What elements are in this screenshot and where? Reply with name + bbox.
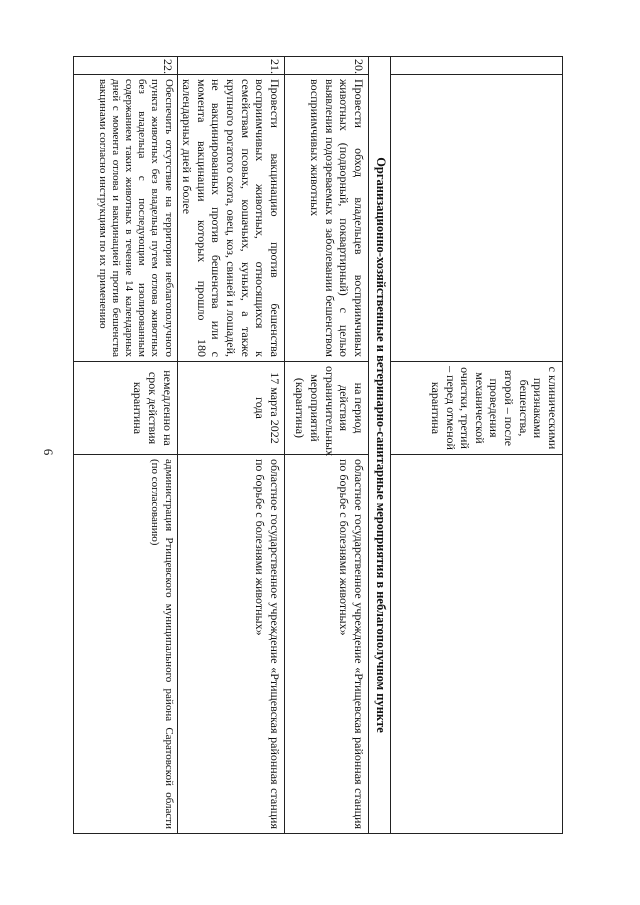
date-cell: с клиническими признаками бешенства, второй – после проведения механической очистки, третий – перед отменой карантина [391,362,563,455]
table-row [285,57,369,834]
date-text: на период действия ограничительных мероприятий (карантина) [285,362,369,455]
responsible-text: администрация Ртищевского муниципального района Саратовской области (по согласованию) [73,455,177,834]
action-text: Провести обход владельцев восприимчивых животных (подворный, поквартирный) с целью выявления подозреваемых в заболевании бешенством восприимчивых животных [285,75,369,362]
table-row [73,57,177,834]
date-text: немедленно на срок действия карантина [73,362,177,455]
action-text: Провести вакцинацию против бешенства восприимчивых животных, относящихся к семействам псовых, кошачьих, куньих, а также крупного рогатого скота, овец, коз, свиней и лошадей, не вакцинированных против бешенства или с момента вакцинации которых прошло 180 календарных дней и более [177,75,284,362]
row-number: 22. [73,57,177,75]
measures-table [73,56,563,834]
action-cell [391,75,563,362]
row-number-cell [391,57,563,75]
table-row [177,57,284,834]
section-header-row [369,57,391,834]
page-number: 6 [41,448,56,456]
row-number: 21. [177,57,284,75]
row-number: 20. [285,57,369,75]
table-row [391,57,563,834]
date-text: 17 марта 2022 года [177,362,284,455]
responsible-text: областное государственное учреждение «Ртищевская районная станция по борьбе с болезнями животных» [285,455,369,834]
action-text: Обеспечить отсутствие на территории неблагополучного пункта животных без владельца путем отлова животных без владельца с последующим изолированным содержанием таких животных в течение 14 календарных дней с момента отлова и вакцинацией против бешенства вакцинами согласно инструкциям по их применению [73,75,177,362]
responsible-cell [391,455,563,834]
section-title: Организационно-хозяйственные и ветеринарно-санитарные мероприятия в неблагополучном пункте [369,57,391,834]
responsible-text: областное государственное учреждение «Ртищевская районная станция по борьбе с болезнями животных» [177,455,284,834]
rotated-table-container [83,56,563,834]
